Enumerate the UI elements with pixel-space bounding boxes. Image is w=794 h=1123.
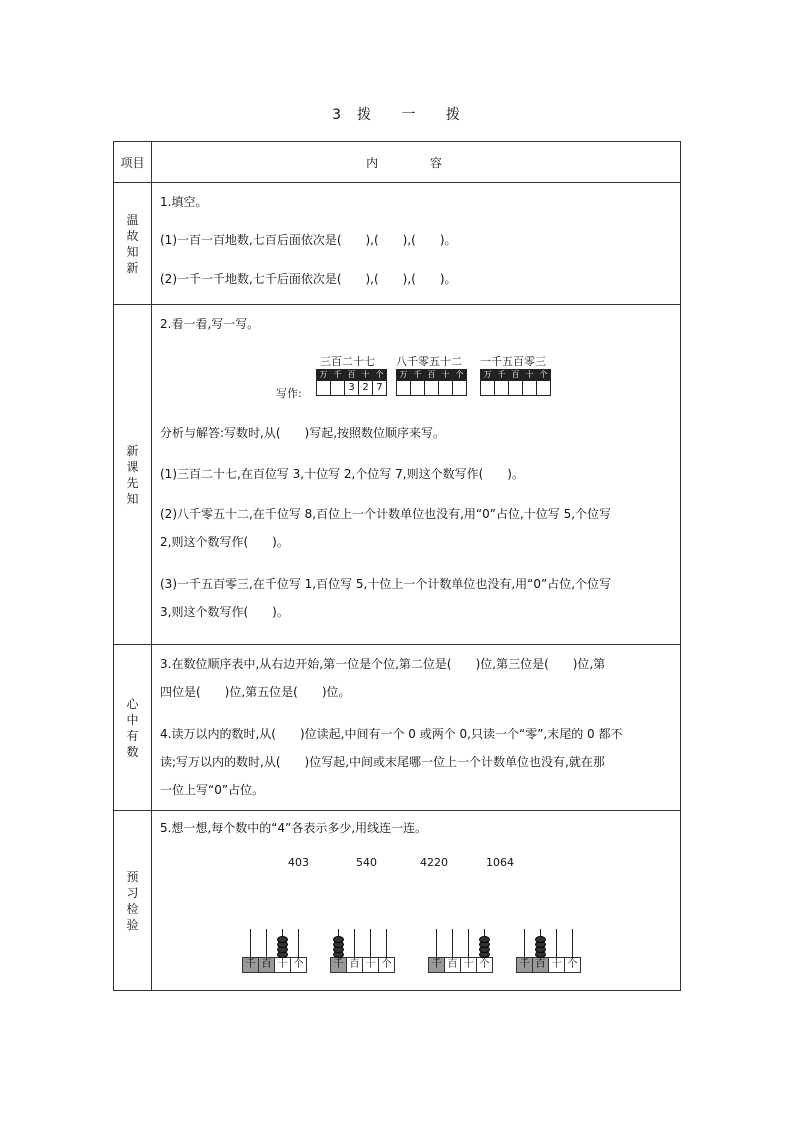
- page-title: [0, 104, 794, 124]
- row-content: [152, 811, 681, 991]
- row-label: 温故知新: [114, 183, 152, 305]
- abacus-rod: [386, 929, 387, 959]
- abacus-base: [516, 957, 581, 973]
- abacus-place-label: 个: [567, 959, 578, 970]
- question-4: 4.读万以内的数时,从( )位读起,中间有一个 0 或两个 0,只读一个“零”,末尾的 0 都不: [160, 727, 623, 741]
- chart-title: 八千零五十二: [396, 355, 462, 368]
- question-4-cont: 读;写万以内的数时,从( )位写起,中间或末尾哪一位上一个计数单位也没有,就在那: [160, 755, 605, 769]
- sub-question-2: (2)八千零五十二,在千位写 8,百位上一个计数单位也没有,用“0”占位,十位写 5,个位写: [160, 507, 612, 521]
- abacus-place-label: 十: [363, 958, 379, 972]
- sub-question-3: (3)一千五百零三,在千位写 1,百位写 5,十位上一个计数单位也没有,用“0”占位,个位写: [160, 577, 612, 591]
- header-item: 项目: [114, 142, 152, 183]
- sub-question-1: (1)三百二十七,在百位写 3,十位写 2,个位写 7,则这个数写作( )。: [160, 467, 524, 481]
- abacus-place-label: 百: [259, 958, 275, 972]
- abacus-rod: [370, 929, 371, 959]
- row-content: [152, 305, 681, 645]
- abacus-base: [428, 957, 493, 973]
- abacus-place-label: 千: [331, 958, 347, 972]
- abacus-rod: [452, 929, 453, 959]
- abacus-rod: [298, 929, 299, 959]
- question-2: 2.看一看,写一写。: [160, 317, 260, 331]
- abacus-2: [330, 927, 394, 973]
- abacus-rod: [436, 929, 437, 959]
- abacus-rod: [354, 929, 355, 959]
- sub-question-3-cont: 3,则这个数写作( )。: [160, 605, 289, 619]
- question-5: 5.想一想,每个数中的“4”各表示多少,用线连一连。: [160, 821, 428, 835]
- abacus-place-label: 个: [479, 959, 490, 970]
- sub-question-2-cont: 2,则这个数写作( )。: [160, 535, 289, 549]
- abacus-rod: [266, 929, 267, 959]
- question-1-1: (1)一百一百地数,七百后面依次是( ),( ),( )。: [160, 233, 457, 247]
- analysis-text: 分析与解答:写数时,从( )写起,按照数位顺序来写。: [160, 426, 446, 440]
- abacus-place-label: 百: [445, 958, 461, 972]
- abacus-3: [428, 927, 492, 973]
- abacus-base: [330, 957, 395, 973]
- number-item: 1064: [486, 856, 514, 869]
- number-item: 540: [356, 856, 377, 869]
- row-content: [152, 183, 681, 305]
- abacus-bead: [535, 936, 546, 943]
- title-number: 3: [332, 107, 343, 123]
- chart-title: 一千五百零三: [480, 355, 546, 368]
- abacus-bead: [479, 936, 490, 943]
- abacus-base: [242, 957, 307, 973]
- abacus-rod: [250, 929, 251, 959]
- number-item: 4220: [420, 856, 448, 869]
- question-3-cont: 四位是( )位,第五位是( )位。: [160, 685, 351, 699]
- abacus-place-label: 百: [347, 958, 363, 972]
- abacus-place-label: 个: [293, 959, 304, 970]
- place-value-chart-1: 万 千 百 十 个 3 2 7: [316, 369, 387, 396]
- write-label: 写作:: [276, 387, 302, 400]
- worksheet-table: [113, 141, 681, 991]
- header-content: 内 容: [152, 142, 681, 183]
- abacus-place-label: 千: [517, 958, 533, 972]
- header-row: [114, 142, 681, 183]
- abacus-rod: [556, 929, 557, 959]
- place-value-chart-2: 万 千 百 十 个: [396, 369, 467, 396]
- abacus-rod: [468, 929, 469, 959]
- abacus-place-label: 十: [549, 958, 565, 972]
- row-content: [152, 645, 681, 811]
- chart-title: 三百二十七: [320, 355, 375, 368]
- abacus-1: [242, 927, 306, 973]
- abacus-bead: [277, 936, 288, 943]
- row-key-points: [114, 645, 681, 811]
- row-new-lesson: [114, 305, 681, 645]
- abacus-rod: [572, 929, 573, 959]
- abacus-place-label: 十: [275, 958, 291, 972]
- place-value-chart-3: 万 千 百 十 个: [480, 369, 551, 396]
- abacus-4: [516, 927, 580, 973]
- question-1-2: (2)一千一千地数,七千后面依次是( ),( ),( )。: [160, 272, 457, 286]
- abacus-place-label: 百: [533, 958, 549, 972]
- title-text: 拨 一 拨: [357, 107, 462, 123]
- abacus-place-label: 千: [429, 958, 445, 972]
- question-1: 1.填空。: [160, 195, 208, 209]
- abacus-place-label: 千: [243, 958, 259, 972]
- question-4-cont2: 一位上写“0”占位。: [160, 783, 265, 797]
- number-item: 403: [288, 856, 309, 869]
- abacus-rod: [524, 929, 525, 959]
- abacus-place-label: 十: [461, 958, 477, 972]
- row-label: 预习检验: [114, 811, 152, 991]
- row-label: 新课先知: [114, 305, 152, 645]
- abacus-bead: [333, 936, 344, 943]
- row-preview-check: [114, 811, 681, 991]
- row-review: [114, 183, 681, 305]
- row-label: 心中有数: [114, 645, 152, 811]
- question-3: 3.在数位顺序表中,从右边开始,第一位是个位,第二位是( )位,第三位是( )位,第: [160, 657, 606, 671]
- abacus-place-label: 个: [381, 959, 392, 970]
